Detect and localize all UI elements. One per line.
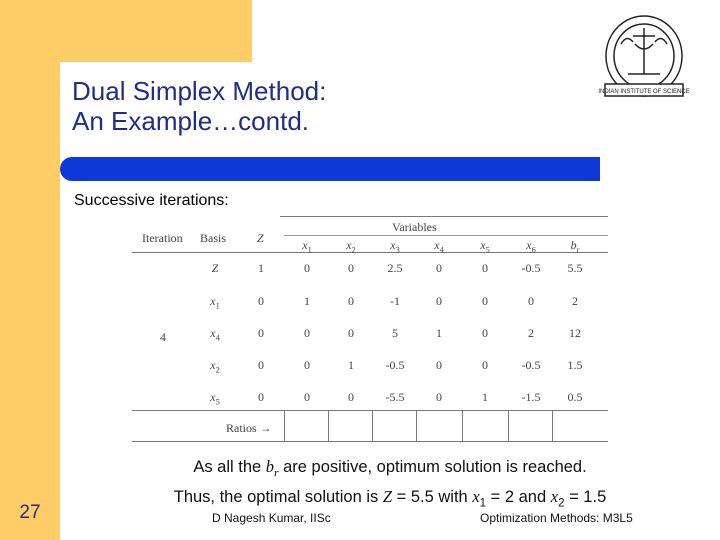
logo-text: INDIAN INSTITUTE OF SCIENCE: [598, 89, 690, 95]
value-cell: 0: [482, 294, 488, 308]
title-line-1: Dual Simplex Method:: [72, 76, 327, 106]
value-cell: 0: [528, 294, 534, 308]
iteration-value: 4: [160, 330, 166, 344]
ratios-top-rule: [132, 410, 608, 411]
footer-author: D Nagesh Kumar, IISc: [212, 511, 331, 525]
var-symbol: x: [390, 238, 396, 252]
value-cell: 0: [436, 261, 442, 275]
iisc-logo-icon: [583, 14, 705, 102]
text-span: = 2 and: [486, 488, 551, 507]
value-cell: 0: [304, 390, 310, 404]
left-accent-band: [0, 0, 60, 540]
value-cell: 2.5: [387, 261, 403, 275]
value-cell: 0: [436, 294, 442, 308]
var-header: [284, 238, 330, 254]
simplex-table: [132, 216, 608, 442]
basis-cell: [192, 358, 238, 374]
basis-symbol: x: [210, 358, 216, 372]
value-cell: 2: [572, 294, 578, 308]
table-bottom-rule: [132, 441, 608, 442]
z-cell: 0: [258, 358, 264, 372]
value-cell: 0: [348, 390, 354, 404]
z-cell: 0: [258, 326, 264, 340]
value-cell: 0: [436, 390, 442, 404]
value-cell: 0.5: [567, 390, 583, 404]
z-cell: 0: [258, 294, 264, 308]
slide-title: [72, 76, 326, 136]
subtitle: Successive iterations:: [74, 192, 229, 209]
basis-sub: 2: [215, 365, 220, 375]
value-cell: -0.5: [521, 358, 541, 372]
var-x1-sub: 1: [479, 497, 487, 510]
value-cell: 5.5: [567, 261, 583, 275]
var-symbol: x: [526, 238, 532, 252]
var-sub: 2: [351, 245, 356, 255]
value-cell: 1: [436, 326, 442, 340]
var-symbol: b: [570, 238, 577, 252]
basis-cell: [192, 390, 238, 406]
var-sub: 6: [531, 245, 536, 255]
page-number: 27: [19, 502, 41, 523]
iteration-header: Iteration: [142, 231, 183, 245]
value-cell: 0: [348, 326, 354, 340]
var-b: b: [265, 457, 275, 476]
basis-symbol: x: [210, 326, 216, 340]
var-symbol: x: [346, 238, 352, 252]
ratio-divider: [462, 410, 463, 441]
ratios-label: Ratios →: [226, 421, 272, 435]
title-line-2: An Example…contd.: [72, 106, 310, 136]
var-z: Z: [382, 487, 393, 507]
value-cell: 0: [348, 261, 354, 275]
var-b-sub: r: [274, 467, 279, 480]
variables-rule: [284, 235, 608, 236]
var-symbol: x: [302, 238, 308, 252]
value-cell: 0: [304, 358, 310, 372]
value-cell: -0.5: [521, 261, 541, 275]
basis-sub: 5: [215, 397, 220, 407]
value-cell: 0: [304, 261, 310, 275]
ratio-divider: [372, 410, 373, 441]
value-cell: -5.5: [385, 390, 405, 404]
basis-sub: 4: [215, 333, 220, 343]
value-cell: -1: [390, 294, 400, 308]
z-cell: 1: [258, 261, 264, 275]
value-cell: 2: [528, 326, 534, 340]
ratio-divider: [328, 410, 329, 441]
var-header: [462, 238, 508, 254]
text-span: Thus, the optimal solution is: [173, 488, 383, 507]
text-span: = 5.5 with: [392, 488, 473, 507]
var-sub: 5: [485, 245, 490, 255]
z-header: Z: [257, 231, 264, 245]
var-x2: x: [550, 487, 559, 507]
value-cell: 0: [348, 294, 354, 308]
var-header: [372, 238, 418, 254]
text-span: = 1.5: [564, 488, 607, 507]
z-cell: 0: [258, 390, 264, 404]
basis-cell: [192, 261, 238, 277]
ratio-divider: [552, 410, 553, 441]
value-cell: 5: [392, 326, 398, 340]
var-header: [508, 238, 554, 254]
basis-sub: 1: [215, 301, 220, 311]
basis-symbol: Z: [211, 261, 219, 275]
value-cell: 0: [482, 261, 488, 275]
value-cell: 12: [569, 326, 581, 340]
var-sub: 4: [439, 245, 444, 255]
var-x1: x: [472, 487, 480, 507]
ratio-divider: [284, 410, 285, 441]
value-cell: 1: [304, 294, 310, 308]
value-cell: 0: [304, 326, 310, 340]
var-x2-sub: 2: [558, 497, 565, 510]
basis-symbol: x: [210, 294, 216, 308]
var-header: [416, 238, 462, 254]
var-sub: r: [576, 245, 580, 255]
value-cell: -1.5: [521, 390, 541, 404]
ratio-divider: [416, 410, 417, 441]
footer-course: Optimization Methods: M3L5: [480, 511, 633, 525]
var-symbol: x: [480, 238, 486, 252]
value-cell: 1: [348, 358, 354, 372]
var-header: [328, 238, 374, 254]
conclusion-line-1: [60, 455, 720, 485]
variables-header: Variables: [392, 220, 437, 234]
basis-header: Basis: [200, 231, 227, 245]
text-span: As all the: [193, 458, 266, 476]
ratio-divider: [508, 410, 509, 441]
value-cell: 0: [482, 326, 488, 340]
conclusion-text: [60, 455, 720, 516]
value-cell: 0: [436, 358, 442, 372]
value-cell: 1.5: [567, 358, 583, 372]
value-cell: -0.5: [385, 358, 405, 372]
title-rule-bar: [60, 157, 600, 181]
basis-cell: [192, 294, 238, 310]
var-symbol: x: [434, 238, 440, 252]
var-sub: 1: [307, 245, 312, 255]
top-accent-band: [0, 0, 252, 62]
value-cell: 1: [482, 390, 488, 404]
table-top-rule: [280, 216, 608, 217]
value-cell: 0: [482, 358, 488, 372]
text-span: are positive, optimum solution is reached.: [278, 458, 587, 476]
var-sub: 3: [395, 245, 400, 255]
basis-symbol: x: [210, 390, 216, 404]
var-header: [552, 238, 598, 254]
basis-cell: [192, 326, 238, 342]
